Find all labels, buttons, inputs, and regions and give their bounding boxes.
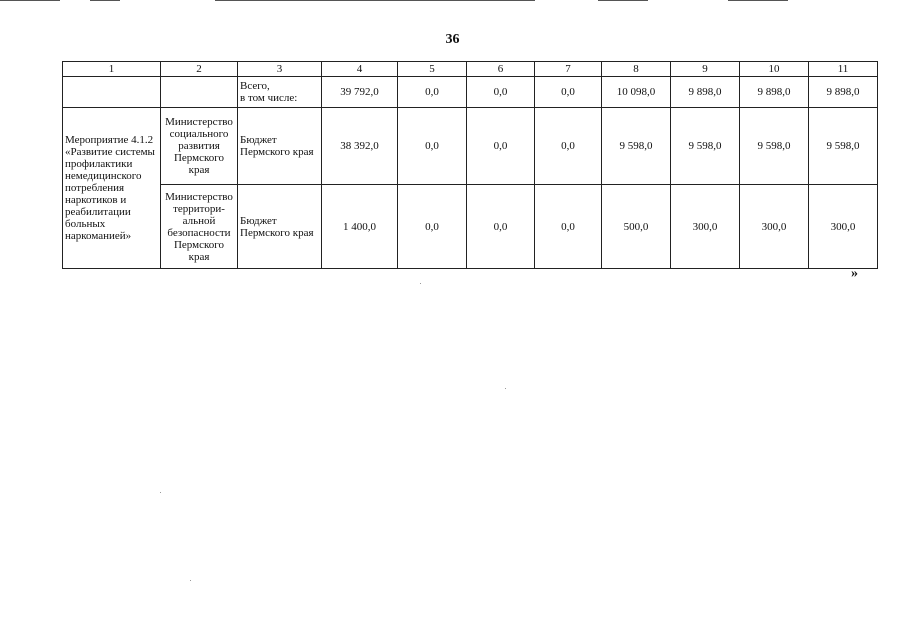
column-number-1: 1 — [63, 62, 161, 77]
organization-cell: Министерство социального развития Пермского края — [161, 108, 238, 185]
scan-speck — [420, 283, 421, 284]
scan-speck — [160, 492, 161, 493]
table-row-security-ministry — [63, 185, 878, 269]
column-number-10: 10 — [740, 62, 809, 77]
funding-source-cell: Бюджет Пермского края — [238, 185, 322, 269]
value-cell: 9 598,0 — [740, 108, 809, 185]
measure-cell: Мероприятие 4.1.2 «Развитие системы профилактики немедицинского потребления наркотиков и реабилитации больных наркоманией» — [63, 108, 161, 269]
column-number-6: 6 — [467, 62, 535, 77]
value-cell: 1 400,0 — [322, 185, 398, 269]
value-cell: 10 098,0 — [602, 77, 671, 108]
organization-cell — [161, 77, 238, 108]
closing-quote: » — [851, 266, 858, 281]
value-cell: 0,0 — [467, 77, 535, 108]
column-number-4: 4 — [322, 62, 398, 77]
column-number-11: 11 — [809, 62, 878, 77]
value-cell: 0,0 — [535, 108, 602, 185]
value-cell: 39 792,0 — [322, 77, 398, 108]
column-number-2: 2 — [161, 62, 238, 77]
organization-cell: Министерство территори-альной безопасности Пермского края — [161, 185, 238, 269]
value-cell: 0,0 — [398, 108, 467, 185]
table-header-row — [63, 62, 878, 77]
top-edge-rule — [215, 0, 535, 1]
table-row-social-ministry — [63, 108, 878, 185]
value-cell: 300,0 — [671, 185, 740, 269]
value-cell: 9 898,0 — [671, 77, 740, 108]
value-cell: 500,0 — [602, 185, 671, 269]
top-edge-rule — [728, 0, 788, 1]
column-number-5: 5 — [398, 62, 467, 77]
value-cell: 9 598,0 — [809, 108, 878, 185]
value-cell: 0,0 — [467, 108, 535, 185]
value-cell: 0,0 — [535, 185, 602, 269]
table-row-total — [63, 77, 878, 108]
column-number-9: 9 — [671, 62, 740, 77]
value-cell: 0,0 — [398, 185, 467, 269]
value-cell: 0,0 — [398, 77, 467, 108]
value-cell: 300,0 — [809, 185, 878, 269]
top-edge-rule — [90, 0, 120, 1]
column-number-8: 8 — [602, 62, 671, 77]
funding-table — [62, 61, 878, 269]
value-cell: 9 598,0 — [671, 108, 740, 185]
scan-speck — [190, 580, 191, 581]
column-number-3: 3 — [238, 62, 322, 77]
value-cell: 0,0 — [467, 185, 535, 269]
funding-source-cell: Всего, в том числе: — [238, 77, 322, 108]
value-cell: 0,0 — [535, 77, 602, 108]
top-edge-rule — [0, 0, 60, 1]
value-cell: 300,0 — [740, 185, 809, 269]
value-cell: 9 898,0 — [740, 77, 809, 108]
scan-speck — [505, 388, 506, 389]
top-edge-rule — [598, 0, 648, 1]
page-number: 36 — [445, 32, 460, 47]
column-number-7: 7 — [535, 62, 602, 77]
funding-source-cell: Бюджет Пермского края — [238, 108, 322, 185]
value-cell: 38 392,0 — [322, 108, 398, 185]
value-cell: 9 598,0 — [602, 108, 671, 185]
value-cell: 9 898,0 — [809, 77, 878, 108]
